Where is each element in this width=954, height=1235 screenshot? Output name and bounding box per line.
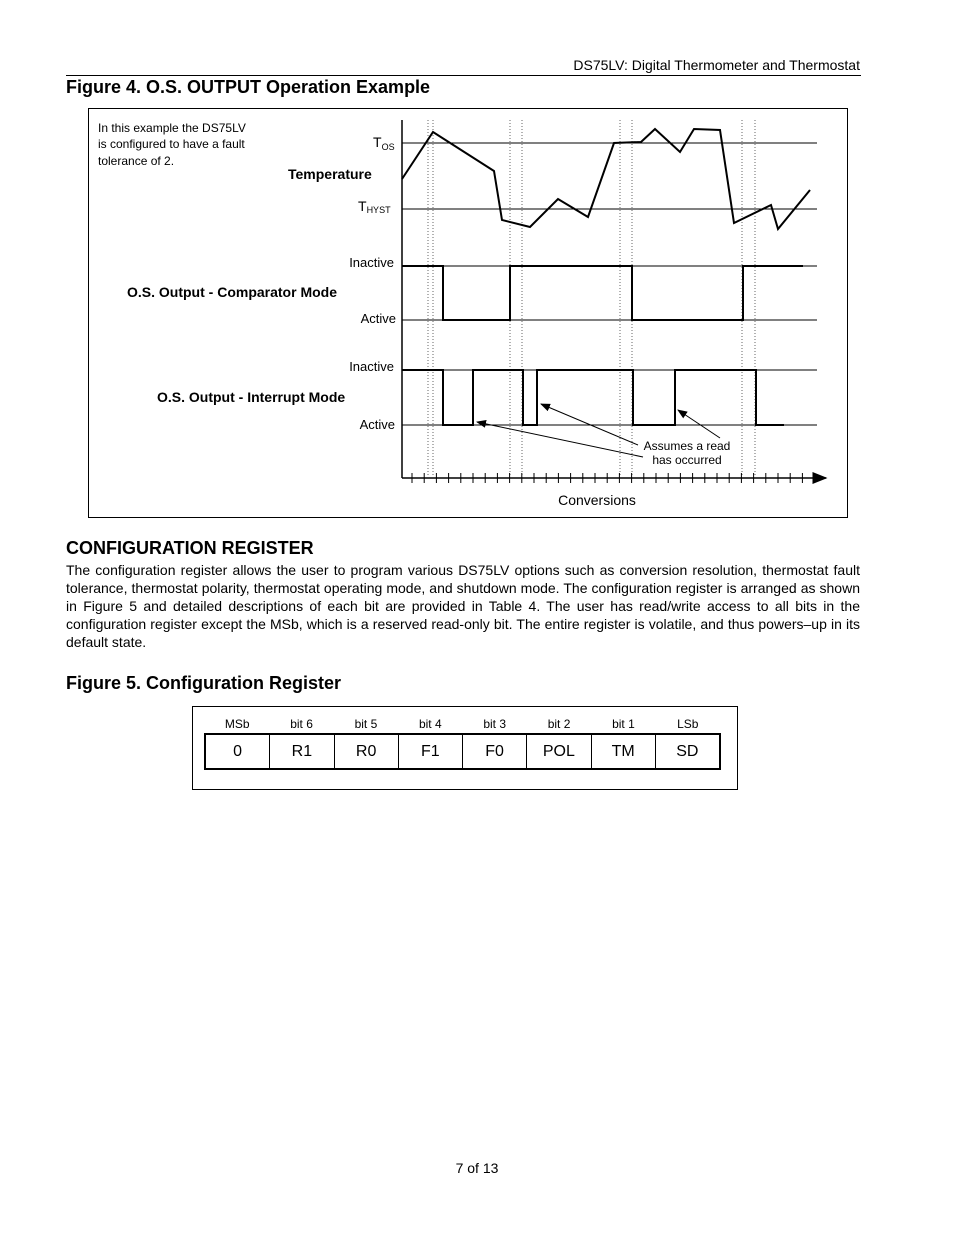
document-header-title: DS75LV: Digital Thermometer and Thermostat	[573, 57, 860, 73]
note-line-2: is configured to have a fault	[98, 137, 245, 151]
interrupt-mode-label: O.S. Output - Interrupt Mode	[157, 389, 346, 405]
tos-label: $T_{OS}$	[373, 134, 395, 152]
figure4-title: Figure 4. O.S. OUTPUT Operation Example	[66, 77, 431, 97]
bit-label: bit 6	[290, 717, 313, 731]
register-cell: 0	[233, 743, 243, 760]
annotation-line-2: has occurred	[652, 453, 722, 467]
register-cell: F1	[398, 735, 462, 768]
interrupt-inactive-label: Inactive	[349, 359, 394, 374]
figure4-diagram	[0, 0, 954, 530]
comparator-active-label: Active	[360, 311, 396, 326]
config-section-title: CONFIGURATION REGISTER	[66, 538, 314, 558]
thyst-label: THYST	[358, 198, 391, 215]
comparator-inactive-label: Inactive	[349, 255, 394, 270]
x-axis-label: Conversions	[558, 492, 636, 508]
bit-label: bit 3	[483, 717, 507, 731]
interrupt-waveform	[402, 370, 784, 425]
comparator-waveform	[402, 266, 803, 320]
bit-label: bit 2	[547, 717, 571, 731]
annotation-line-1: Assumes a read	[643, 439, 731, 453]
bit-label: bit 5	[354, 717, 378, 731]
register-cell: SD	[655, 735, 719, 768]
register-cell: R0	[334, 735, 398, 768]
interrupt-active-label: Active	[359, 417, 395, 432]
conversion-guides	[428, 120, 755, 476]
register-bit-labels	[205, 717, 720, 733]
register-cell: TM	[591, 735, 655, 768]
bit-label: MSb	[224, 717, 250, 731]
note-line-1: In this example the DS75LV	[98, 121, 246, 135]
figure4-frame	[89, 109, 848, 518]
register-cell: F0	[462, 735, 526, 768]
bit-label: LSb	[677, 717, 699, 731]
register-bit-cells	[204, 733, 721, 770]
register-cell: POL	[526, 735, 590, 768]
comparator-mode-label: O.S. Output - Comparator Mode	[127, 284, 337, 300]
page-number: 7 of 13	[455, 1160, 499, 1176]
register-cell: R1	[269, 735, 333, 768]
config-section-paragraph: The configuration register allows the user to program various DS75LV options such as conversion resolution, thermostat fault tolerance, thermostat polarity, thermostat operating mode, and shutdown mode. The configuration register is arranged as shown in Figure 5 and detailed descriptions of each bit are provided in Table 4. The user has read/write access to all bits in the configuration register except the MSb, which is a reserved read-only bit. The entire register is volatile, and thus powers–up in its default state.	[66, 562, 860, 650]
bit-label: bit 4	[418, 717, 442, 731]
note-line-3: tolerance of 2.	[98, 154, 175, 168]
temperature-label: Temperature	[288, 166, 372, 182]
bit-label: bit 1	[612, 717, 635, 731]
figure5-title: Figure 5. Configuration Register	[66, 673, 342, 693]
temperature-trace	[402, 129, 810, 229]
